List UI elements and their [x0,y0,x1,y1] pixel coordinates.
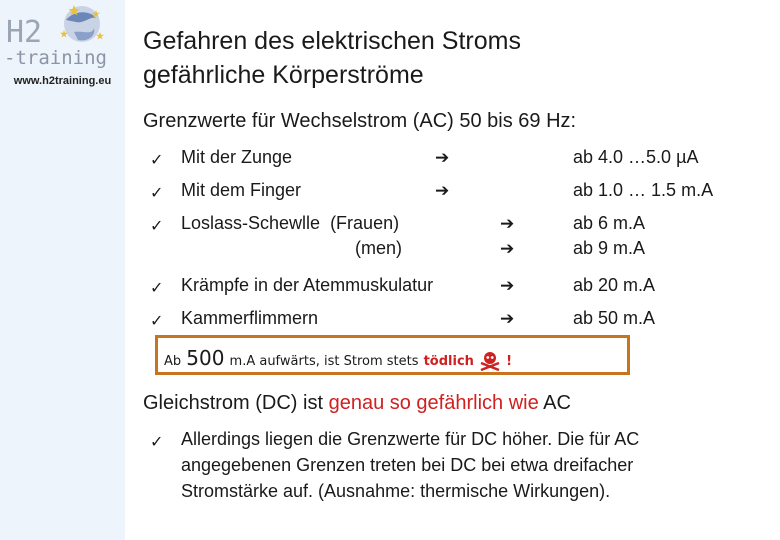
note-line-1: Allerdings liegen die Grenzwerte für DC höher. Die für AC [181,429,640,449]
warning-pre: Ab [164,354,182,369]
arrow-right-icon: ➔ [435,181,450,200]
check-icon: ✓ [150,152,164,169]
check-icon: ✓ [150,280,164,297]
note-line-3: Stromstärke auf. (Ausnahme: thermische Wirkungen). [181,481,611,501]
warning-number: 500 [186,346,225,370]
item-label-cramps: Krämpfe in der Atemmuskulatur [181,275,434,295]
check-icon: ✓ [150,185,164,202]
dc-statement [143,392,571,415]
item-label-finger: Mit dem Finger [181,180,302,200]
item-value-fibrillation: ab 50 m.A [573,308,656,328]
sidebar [0,0,125,540]
item-label-letgo: Loslass-Schewlle (Frauen) [181,213,400,233]
svg-text:-training: -training [4,47,107,69]
dc-part3: genau so gefährlich wie [328,392,539,414]
item-label-tongue: Mit der Zunge [181,147,293,167]
check-icon: ✓ [150,434,164,451]
item-value-cramps: ab 20 m.A [573,275,656,295]
item-value-letgo-men: ab 9 m.A [573,238,646,258]
check-icon: ✓ [150,313,164,330]
item-label-letgo-men: (men) [355,238,403,258]
slide-title: Gefahren des elektrischen Stroms [143,27,521,55]
arrow-right-icon: ➔ [435,148,450,167]
slide-subtitle: gefährliche Körperströme [143,61,424,89]
arrow-right-icon: ➔ [500,214,515,233]
arrow-right-icon: ➔ [500,276,515,295]
arrow-right-icon: ➔ [500,239,515,258]
warning-box [155,335,630,375]
warning-text [164,346,512,371]
item-value-finger: ab 1.0 … 1.5 m.A [573,180,714,200]
website-url[interactable]: www.h2training.eu [13,75,112,87]
warning-emphasis: tödlich [423,354,474,369]
note-line-2: angegebenen Grenzen treten bei DC bei etwa dreifacher [181,455,634,475]
h2-training-logo [4,2,122,72]
section-heading: Grenzwerte für Wechselstrom (AC) 50 bis 69 Hz: [143,110,577,132]
item-value-tongue: ab 4.0 …5.0 µA [573,147,699,167]
dc-part4: AC [543,392,571,414]
warning-post: m.A aufwärts, ist Strom stets [229,354,419,369]
item-value-letgo-women: ab 6 m.A [573,213,646,233]
arrow-right-icon: ➔ [500,309,515,328]
svg-text:H2: H2 [6,15,43,50]
dc-part2: ist [303,392,324,414]
item-label-fibrillation: Kammerflimmern [181,308,319,328]
dc-part1: Gleichstrom (DC) [143,392,298,414]
warning-exclaim: ! [506,354,513,369]
skull-crossbones-icon [479,351,501,371]
check-icon: ✓ [150,218,164,235]
